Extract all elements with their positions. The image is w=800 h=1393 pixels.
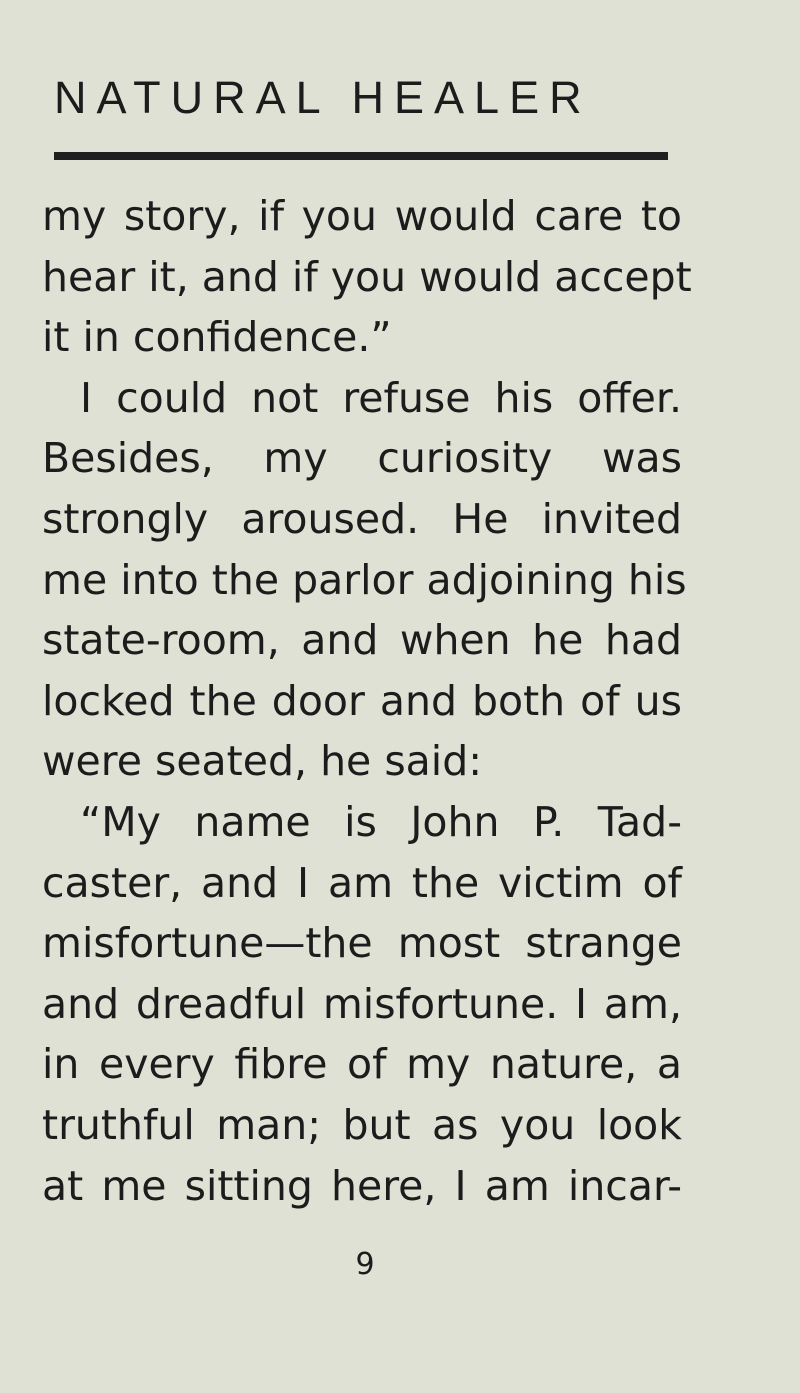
text-line: in every fibre of my nature, a xyxy=(42,1040,682,1089)
text-line: Besides, my curiosity was xyxy=(42,434,682,483)
text-line: it in confidence.” xyxy=(42,313,392,362)
text-line: state-room, and when he had xyxy=(42,616,682,665)
text-line: caster, and I am the victim of xyxy=(42,858,682,907)
page-number: 9 xyxy=(355,1247,375,1282)
body-text xyxy=(42,186,692,1216)
text-line: me into the parlor adjoining his xyxy=(42,555,687,604)
text-line: my story, if you would care to xyxy=(42,192,682,240)
text-line: I could not refuse his offer. xyxy=(80,373,682,422)
text-line: hear it, and if you would accept xyxy=(42,252,692,301)
text-line: were seated, he said: xyxy=(42,737,483,786)
text-line: strongly aroused. He invited xyxy=(42,494,682,543)
text-line: at me sitting here, I am incar- xyxy=(42,1161,682,1210)
text-line: locked the door and both of us xyxy=(42,676,682,725)
text-line: truthful man; but as you look xyxy=(42,1100,682,1149)
text-line: misfortune—the most strange xyxy=(42,919,682,968)
text-line: and dreadful misfortune. I am, xyxy=(42,979,682,1028)
running-head: NATURAL HEALER xyxy=(54,72,592,123)
header-rule xyxy=(54,152,668,160)
text-line: “My name is John P. Tad- xyxy=(80,797,682,846)
